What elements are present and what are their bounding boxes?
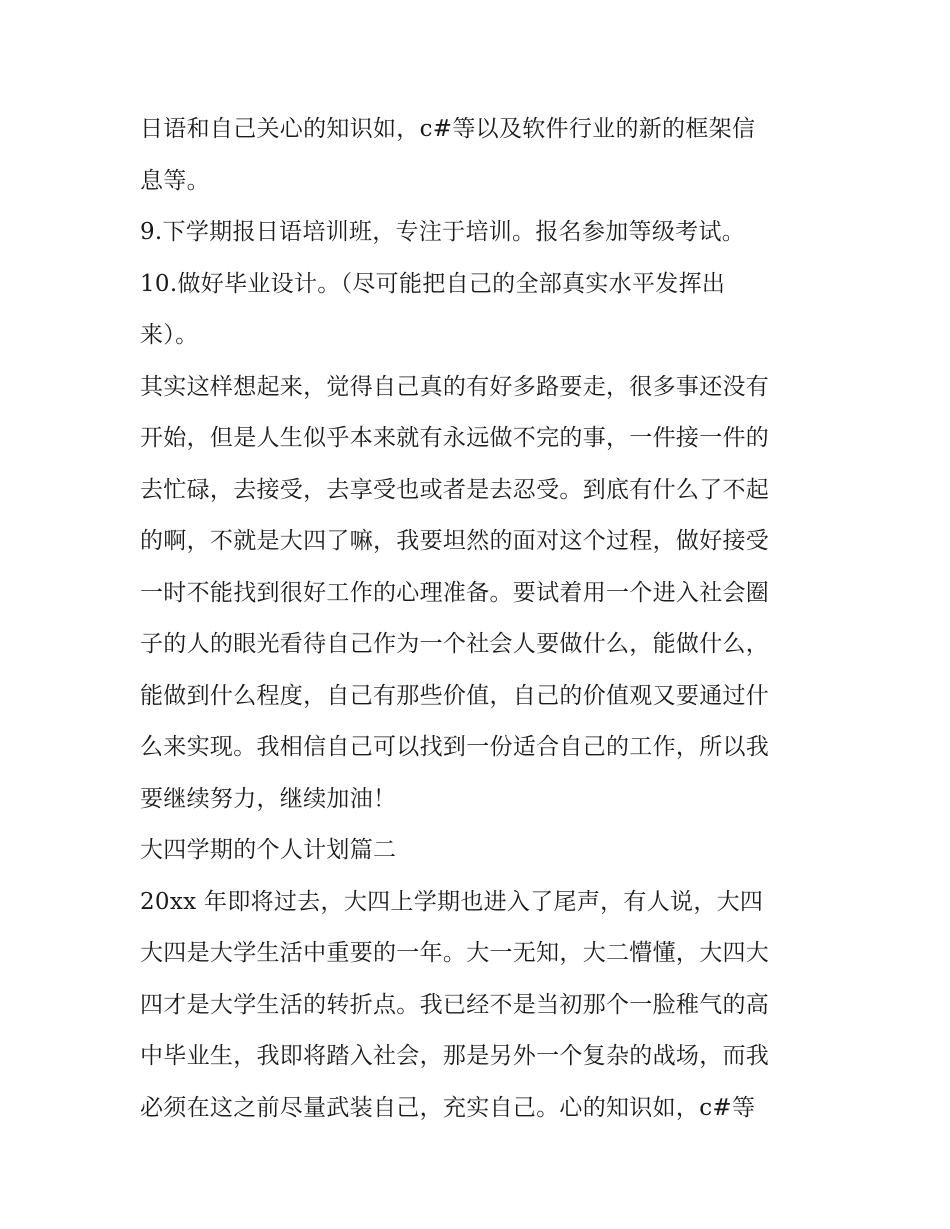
text-line: 去忙碌，去接受，去享受也或者是去忍受。到底有什么了不起 [140, 476, 770, 503]
text-line: 能做到什么程度，自己有那些价值，自己的价值观又要通过什 [140, 682, 770, 709]
text-line: 9.下学期报日语培训班，专注于培训。报名参加等级考试。 [140, 219, 746, 245]
text-line: 四才是大学生活的转折点。我已经不是当初那个一脸稚气的高 [140, 991, 770, 1018]
text-line: 开始，但是人生似乎本来就有永远做不完的事，一件接一件的 [140, 425, 770, 451]
text-line: 大四是大学生活中重要的一年。大一无知，大二懵懂，大四大 [140, 940, 770, 966]
text-line: 来）。 [140, 322, 199, 348]
text-line: 要继续努力，继续加油！ [140, 785, 397, 812]
text-line: 息等。 [140, 167, 210, 194]
text-line: 中毕业生，我即将踏入社会，那是另外一个复杂的战场，而我 [140, 1043, 770, 1069]
text-line: 的啊，不就是大四了嘛，我要坦然的面对这个过程，做好接受 [140, 528, 770, 554]
text-line: 20xx 年即将过去，大四上学期也进入了尾声，有人说，大四 [140, 888, 764, 915]
text-line: 10.做好毕业设计。（尽可能把自己的全部真实水平发挥出 [140, 270, 726, 297]
text-line: 一时不能找到很好工作的心理准备。要试着用一个进入社会圈 [140, 579, 770, 606]
text-line: 么来实现。我相信自己可以找到一份适合自己的工作，所以我 [140, 734, 770, 760]
document-body [140, 104, 820, 1134]
text-line: 必须在这之前尽量武装自己，充实自己。心的知识如，c#等 [140, 1094, 756, 1121]
text-line: 日语和自己关心的知识如，c#等以及软件行业的新的框架信 [140, 116, 756, 142]
text-line: 子的人的眼光看待自己作为一个社会人要做什么，能做什么， [140, 631, 770, 657]
text-line: 其实这样想起来，觉得自己真的有好多路要走，很多事还没有 [140, 373, 770, 400]
section-heading: 大四学期的个人计划篇二 [140, 837, 397, 863]
